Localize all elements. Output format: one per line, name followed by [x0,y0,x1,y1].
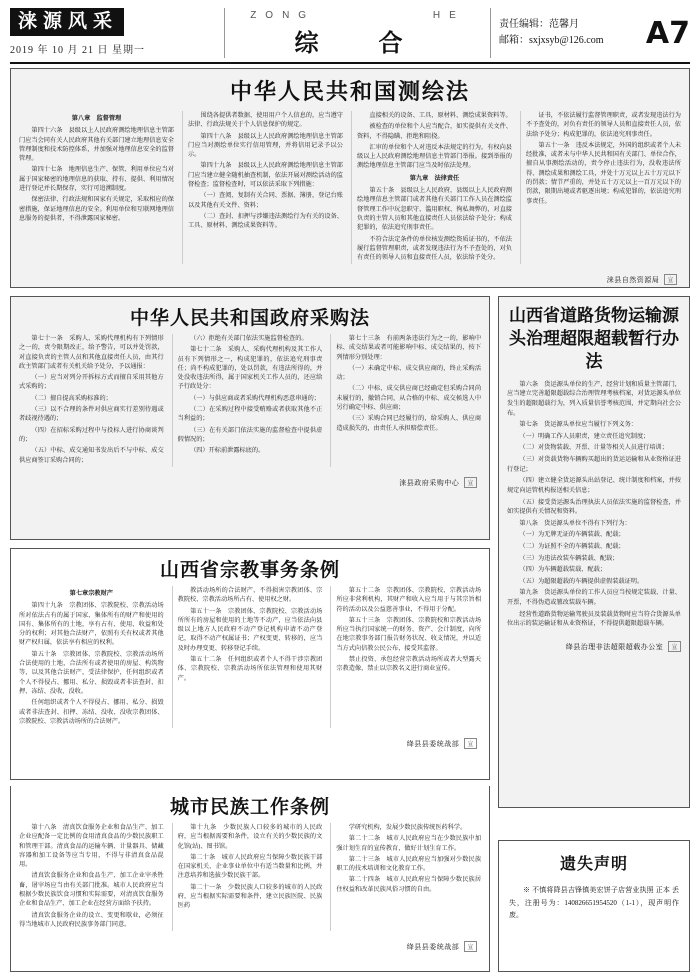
article-paragraph: 汇审的单位和个人对违反本法规定的行为，有权向县级以上人民政府测绘地理信息主管部门举报。接到举报的测绘地理信息主管部门应当及时依法处理。 [357,143,512,170]
article-paragraph: 第二十二条 城市人民政府应当在少数民族中加强计划生育的宣传教育，做好计划生育工作。 [336,835,482,852]
signoff-org: 涞县自然资源局 [606,276,660,285]
article-paragraph: 第二十三条 城市人民政府应当加强对少数民族职工的技术培训和文化教育工作。 [336,855,482,873]
masthead [10,8,690,64]
article-paragraph: （一）查阅、复制有关合同、票据、簿册，登记台账以及其他有关文件、资料； [188,192,343,209]
article-paragraph: 禁止投资、承包经营宗教活动场所或者大型露天宗教造像，禁止以宗教名义进行商业宣传。 [336,656,482,673]
article-paragraph: 第七条 货运源头单位应当履行下列义务： [519,421,637,429]
article-measurement-law [10,68,690,288]
article-section-heading: 第八章 监督管理 [71,115,122,122]
article-paragraph: 保密法律、行政法规和国家有关规定，采取相应的保密措施，保证地理信息的安全。利用单位和互联网地理信息服务的提供者，不得泄露国家秘密。 [19,196,174,222]
seal-mark: 宣 [464,738,477,749]
article-religion-regulations-title: 山西省宗教事务条例 [159,559,340,581]
page-number: A7 [645,15,690,51]
article-paragraph: （一）明确工作人员职责，建立责任追究制度； [519,432,650,440]
article-road-freight-body [499,380,689,637]
article-paragraph: 第五十一条 宗教团体、宗教院校、宗教活动场所所有的房屋和使用的土地等不动产，应当依法向县级以上地方人民政府不动产登记机构申请不动产登记，取得不动产权属证书；产权变更、转移的，应当及时办理变更、转移登记手续。 [177,607,323,652]
article-paragraph: 第十九条 少数民族人口较多的城市的人民政府，应当根据需要和条件，设立有关的少数民族的文化馆(站)、图书馆。 [177,824,323,850]
article-paragraph: 第五十二条 宗教团体、宗教院校、宗教活动场所应非营利机构，其财产和收入应当用于与其宗旨相符的活动以及公益慈善事业，不得用于分配。 [336,587,482,613]
article-paragraph: （二）查封、扣押与涉嫌违法测绘行为有关的设备、工具、原材料、测绘成果资料等。 [188,212,343,230]
article-paragraph: 第二十条 城市人民政府应当保障少数民族干部在国家机关、企业事业单位中有适当数量和比例，并注意培养和选拔少数民族干部。 [177,853,323,880]
article-column [351,111,512,264]
article-paragraph: （四）为车辆超载装载、配载； [519,566,607,574]
article-paragraph: 清真饮食服务企业和食品生产、加工企业宰杀牲畜，屠宰场应当由有关部门批准。城市人民政府应当根据少数民族饮食习惯和实际需要，对清真饮食服务企业和食品生产、加工企业在经营方面给予扶持。 [19,872,164,908]
newspaper-logo: 涞源风采 [10,8,124,36]
article-paragraph: 清真饮食服务企业的设立、变更和歇业，必须征得当地城市人民政府民族事务部门同意。 [19,911,164,928]
article-paragraph: （二）为证照不全的车辆装载、配载； [519,542,625,550]
seal-mark: 宣 [668,641,681,652]
article-paragraph: （三）对货载货物车辆购买超出的货运运输和从业资格证进行登记； [507,456,681,473]
article-paragraph: 第十八条 清真饮食服务企业和食品生产、加工企业应配备一定比例的食用清真食品的少数民族职工和管理干部。清真食品的运输车辆、计量器具、储藏容器和加工设备等应当专用，不得与非清真食品混用。 [19,824,164,869]
article-paragraph: （二）在采购过程中接受贿赂或者获取其他不正当利益的； [177,406,323,423]
article-urban-ethnic-work-title: 城市民族工作条例 [169,796,330,818]
article-paragraph: 第七十二条 采购人、采购代理机构及其工作人员有下列情形之一，构成犯罪的，依法追究刑事责任；尚不构成犯罪的，处以罚款，有违法所得的，并处没收违法所得，属于国家机关工作人员的，还应给予行政处分： [177,346,323,391]
masthead-credits [499,17,642,49]
article-paragraph: （三）在有关部门依法实施的监督检查中提供虚假情况的； [177,426,323,443]
article-paragraph: （三）以不合理的条件对供应商实行差别待遇或者歧视待遇的； [19,406,164,423]
article-column [330,586,481,728]
article-paragraph: 第五十一条 违反本法规定，外国的组织或者个人未经批准，或者未与中华人民共和国有关部门、单位合作，擅自从事测绘活动的，责令停止违法行为，没收违法所得、测绘成果和测绘工具，并处十万元以上五十万元以下的罚款；情节严重的，并处五十万元以上一百万元以下的罚款，限期出境或者驱逐出境；构成犯罪的，依法追究刑事责任。 [526,141,681,205]
article-paragraph: 学研究机构，发展少数民族传统医药科学。 [348,824,467,831]
article-column [172,586,323,728]
section-pinyin [225,10,490,21]
article-column [19,111,174,264]
article-paragraph: 第四十八条 县级以上人民政府测绘地理信息主管部门应当对测绘单位实行信用管理，并将信用记录予以公示。 [188,132,343,159]
article-paragraph: （五）中标、成交通知书发出后不与中标、成交供应商签订采购合同的； [19,447,164,464]
article-paragraph: （四）开标前泄露标底的。 [190,447,265,455]
article-paragraph: 证书，不依法履行监督管理职责，或者发现违法行为不予查处的，对负有责任的领导人员和直接责任人员，依法给予处分；构成犯罪的，依法追究刑事责任。 [526,112,681,138]
masthead-right [490,8,690,58]
article-procurement-law-columns [11,334,489,473]
masthead-center [225,8,490,58]
section-pinyin-right: HE [432,10,465,21]
article-column [19,823,164,931]
seal-mark: 宣 [664,274,677,285]
article-paragraph: 直接相关的设备、工具、原材料、测绘成果资料等。 [369,112,512,119]
article-paragraph: 第四十七条 地理信息生产、保管、利用单位应当对属于国家秘密的地理信息的获取、持有、提供、利用情况进行登记并长期保存，实行可追溯制度。 [19,166,174,193]
article-paragraph: （五）为超限超载的车辆提供虚假装载证明。 [519,577,644,585]
lost-notice [498,840,690,972]
article-column [19,586,164,728]
article-paragraph: 第五十条 宗教团体、宗教院校、宗教活动场所合法使用的土地，合法所有或者使用的房屋、构筑物等，以及其他合法财产，受法律保护，任何组织或者个人不得侵占、挪用、私分、损毁或者非法查封、扣押、冻结、没收、没收。 [19,650,164,695]
signoff-org: 绛县治理非法超限超载办公室 [565,642,664,651]
article-paragraph: 第四十九条 宗教团体、宗教院校、宗教活动场所对依法占有的属于国家、集体所有的财产和使用的国有、集体所有的土地，享有占有、使用、收益和处分的权利；对其他合法财产，依照有关有权或者其他财产权归属，依法享有相应的权利。 [19,602,164,647]
article-religion-regulations [10,548,490,780]
section-pinyin-left: ZONG [250,10,316,21]
article-religion-regulations-columns [11,586,489,734]
article-paragraph: （二）擅自提高采购标准的； [31,394,112,402]
article-paragraph: （六）拒绝有关部门依法实施监督检查的。 [190,335,308,342]
article-paragraph: 第五十二条 任何组织或者个人不得干涉宗教团体、宗教院校、宗教活动场所依法管理和使用其财产。 [177,656,323,682]
article-column [172,334,323,467]
article-paragraph: （一）为无牌无证的车辆装载、配载； [519,531,625,539]
article-paragraph: 围绕各提供者数据、使用用户个人信息的，应当遵守法律、行政法规关于个人信息保护的规定。 [188,112,343,129]
article-paragraph: 第八条 货运源头单位不得有下列行为： [519,519,631,527]
lost-notice-text: ※ 不慎将降县吉锋镇美宏饼子店营业执照 正本 丢失，注册号为：140826651954520（1-1），现声明作废。 [509,886,679,920]
seal-mark: 宣 [464,941,477,952]
article-paragraph: 第二十四条 城市人民政府应当保障少数民族居住权益和改革民族风俗习惯的自由。 [336,876,482,893]
article-column [520,111,681,264]
seal-mark: 宣 [464,477,477,488]
article-procurement-law-title: 中华人民共和国政府采购法 [129,307,370,329]
editor-line: 责任编辑：范馨月 [499,19,579,30]
article-paragraph: （一）与供应商或者采购代理机构恶意串通的； [190,394,320,402]
article-urban-ethnic-work [10,786,490,972]
article-paragraph: 第六条 货运源头单位的生产、经营计划和质量主管部门，应当建立完善超限超载综合治理管理考核档案，对货运源头单位发生的超限超载行为，列入质量信誉考核范围，并定期向社会公布。 [507,380,681,417]
publication-date: 2019 年 10 月 21 日 星期一 [10,44,145,56]
article-paragraph: （四）在招标采购过程中与投标人进行协商谈判的； [19,426,164,443]
article-measurement-law-columns [11,111,689,270]
section-title: 综 合 [294,28,421,57]
article-paragraph: 第四十六条 县级以上人民政府测绘地理信息主管部门应当会同有关人民政府其他有关部门建立地理信息安全管理制度和技术防控体系，并加强对地理信息安全的监督管理。 [19,127,174,163]
article-column [330,334,481,467]
article-column [182,111,343,264]
article-paragraph: （三）为违法改装车辆装载、配载； [519,554,619,562]
lost-notice-title: 遗失声明 [559,854,628,873]
article-paragraph: 教活动场所的合法财产，不得损害宗教团体、宗教院校、宗教活动场所占有、使用权之财。 [177,587,323,604]
article-paragraph: 第五十三条 宗教团体、宗教院校和宗教活动场所应当执行国家统一的财务、资产、会计制度，向所在地宗教事务部门报告财务状况、收支情况，并以适当方式向信教公民公布，接受其监督。 [336,616,482,652]
article-paragraph: 第二十一条 少数民族人口较多的城市的人民政府，应当根据实际需要和条件，建立民族医院、民族医药 [177,883,323,910]
article-signoff [11,941,489,952]
article-paragraph: 第七十三条 有前两条违法行为之一的，影响中标、成交结果或者可能影响中标、成交结果的，按下列情形分别处理： [336,335,482,361]
article-paragraph: 不符合法定条件的单位核发测绘资质证书的，不依法履行监督管理职责，或者发现违法行为不予查处的，对负有责任的领导人员和直接责任人员，依法给予处分。 [357,235,512,262]
article-paragraph: 经营性道路货物运输驾驶员及装载货物时应当符合货源头单位出示的装运输证和从业资格证，不得提供超限超载车辆。 [507,610,681,628]
article-signoff [11,477,489,488]
email-line: 邮箱：sxjxsyb@126.com [499,35,604,46]
article-measurement-law-title: 中华人民共和国测绘法 [229,79,470,105]
article-column [19,334,164,467]
article-paragraph: （四）建立健全货运源头出站登记、统计制度和档案，并按规定向运管机构报送相关信息； [507,477,681,494]
article-paragraph: 第五十条 县级以上人民政府，县级以上人民政府测绘地理信息主管部门或者其他有关部门工作人员在测绘监督管理工作中玩忽职守、滥用职权、徇私舞弊的，对直接负责的主管人员和其他直接责任人员依法给予处分；构成犯罪的，依法追究刑事责任。 [357,187,512,232]
article-paragraph: （二）中标、成交供应商已经确定但采购合同尚未履行的，撤销合同，从合格的中标、成交候选人中另行确定中标、供应商； [336,385,482,412]
article-signoff [11,738,489,749]
signoff-org: 绛县县委统战部 [406,943,460,952]
article-column [330,823,481,931]
article-paragraph: 被检查的单位和个人应当配合，如实提供有关文件、资料，不得隐瞒、拒绝和阻挠。 [357,123,512,140]
article-paragraph: 任何组织或者个人不得侵占、挪用、私分、损毁或者非法查封、扣押、冻结、没收、没收宗教团体、宗教院校、宗教活动场所的合法财产。 [19,699,164,725]
article-paragraph: （三）采购合同已经履行的，给采购人、供应商造成损失的，由责任人承担赔偿责任。 [336,415,482,432]
article-section-heading: 第七章宗教财产 [69,590,113,597]
article-signoff [11,274,689,285]
article-paragraph: （一）未确定中标、成交供应商的，终止采购活动； [336,364,482,382]
article-road-freight-title: 山西省道路货物运输源头治理超限超载暂行办法 [509,306,679,372]
article-section-heading: 第九章 法律责任 [409,174,460,182]
article-paragraph: 第九条 货运源头单位的工作人员应当按规定装载、计量、开票，不得伪造或篡改装载车辆。 [507,589,681,606]
article-procurement-law [10,296,490,540]
article-paragraph: 第四十九条 县级以上人民政府测绘地理信息主管部门应当建立健全随机抽查机制，依法开展对测绘活动的监督检查；监督检查时，可以依法采取下列措施： [188,162,343,189]
article-column [172,823,323,931]
lost-notice-body [499,878,689,928]
article-signoff [499,641,689,652]
signoff-org: 涞县政府采购中心 [399,478,460,487]
article-paragraph: （一）应当对列分开拆标方式而擅自采用其他方式采购的； [19,374,164,391]
article-urban-ethnic-work-columns [11,823,489,937]
signoff-org: 绛县县委统战部 [406,740,460,749]
article-paragraph: （二）对货物装载、开票、计量等相关人员进行培训； [519,444,668,452]
article-road-freight [498,296,690,808]
article-paragraph: （五）接受货运源头治理执法人员依法实施的监督检查，并如实提供有关情况和资料。 [507,498,681,516]
masthead-left [10,8,225,58]
article-paragraph: 第七十一条 采购人、采购代理机构有下列情形之一的，责令限期改正，给予警告，可以并处罚款，对直接负责的主管人员和其他直接责任人员，由其行政主管部门或者有关机关给予处分，予以通报： [19,335,164,370]
